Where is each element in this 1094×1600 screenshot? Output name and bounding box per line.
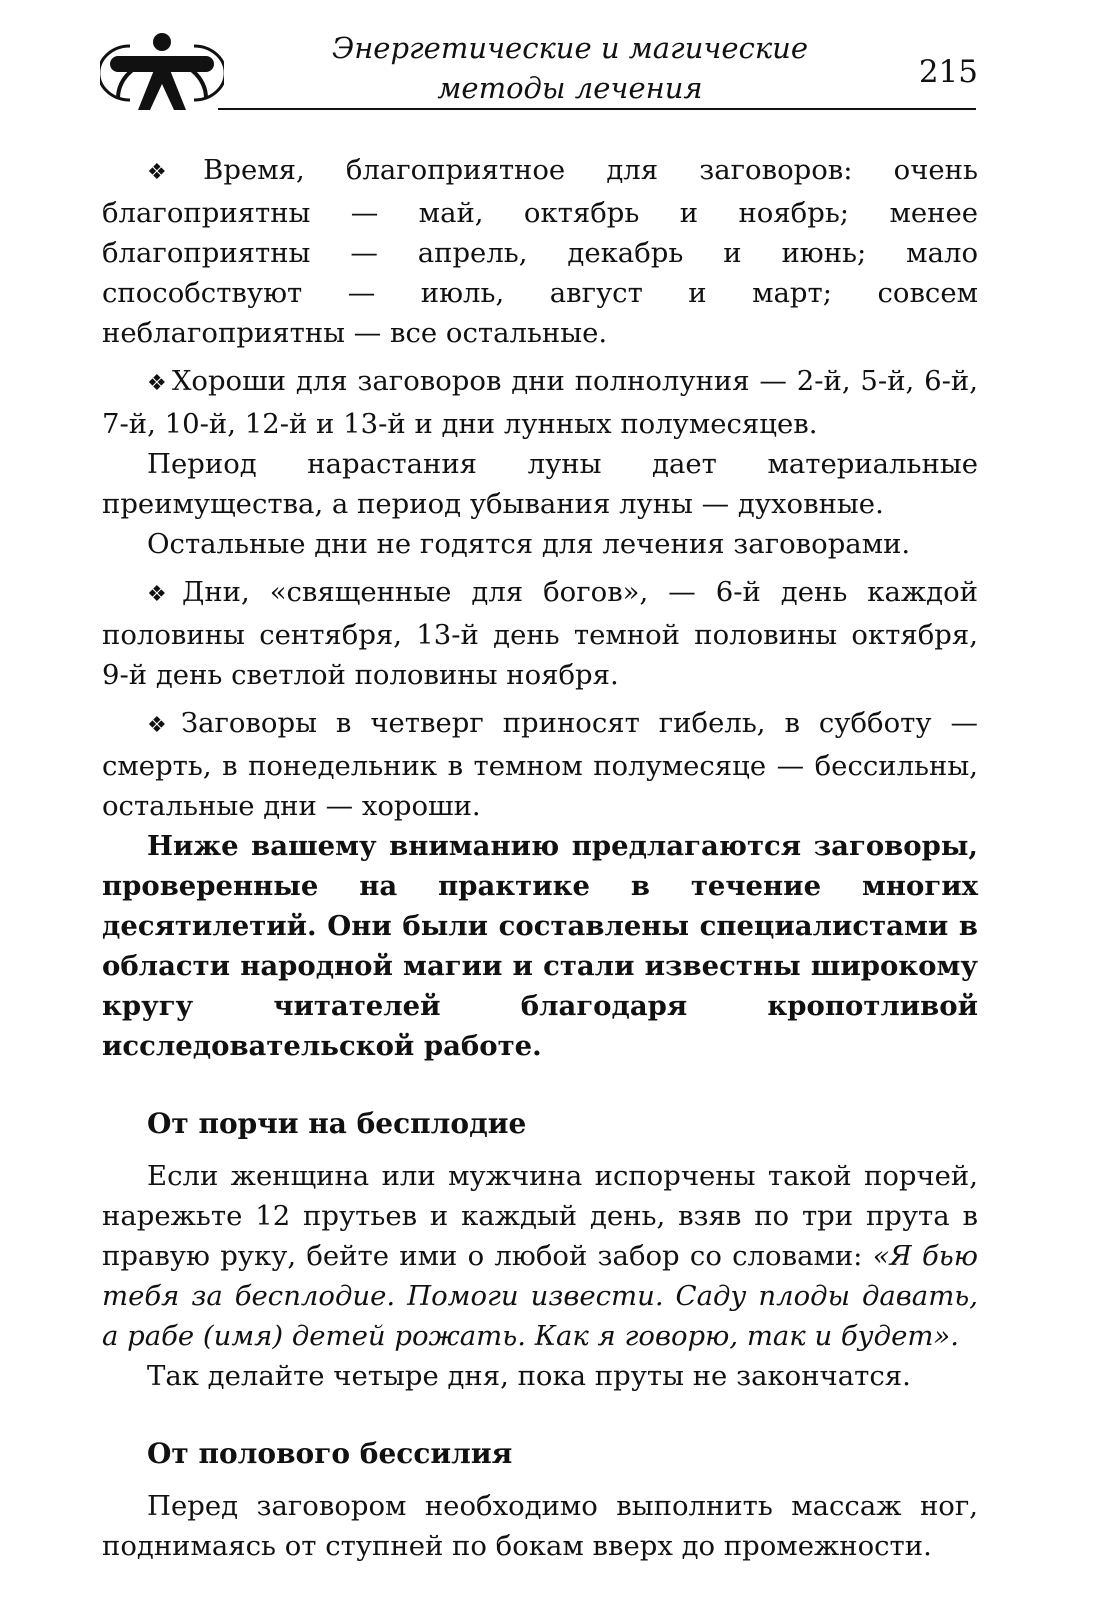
paragraph (102, 703, 978, 826)
header-divider (218, 108, 976, 110)
bullet-diamond-icon: ❖ (147, 582, 178, 607)
figure-in-circle-icon (100, 26, 224, 116)
paragraph: Перед заговором необходимо выполнить массаж ног, поднимаясь от ступней по бокам вверх до промежности. (102, 1490, 978, 1562)
paragraph-bold: Ниже вашему вниманию предлагаются заговоры, проверенные на практике в течение многих десятилетий. Они были составлены специалистами в области народной магии и стали известны широкому кругу читателей благодаря кропотливой исследовательской работе. (102, 830, 978, 1062)
paragraph (102, 572, 978, 695)
bullet-diamond-icon: ❖ (147, 713, 177, 738)
section-heading: От полового бессилия (147, 1437, 513, 1470)
bullet-diamond-icon: ❖ (147, 371, 168, 396)
running-header-line-1: Энергетические и магические (332, 31, 808, 65)
bullet-diamond-icon: ❖ (147, 160, 200, 185)
paragraph: Так делайте четыре дня, пока пруты не закончатся. (147, 1360, 911, 1392)
page-body (102, 150, 978, 1566)
paragraph-text: Если женщина или мужчина испорчены такой порчей, нарежьте 12 прутьев и каждый день, взяв по три прута в правую руку, бейте ими о любой забор со словами: (102, 1160, 978, 1272)
running-header (240, 28, 900, 108)
paragraph-text: Заговоры в четверг приносят гибель, в субботу — смерть, в понедельник в темном полумесяце — бессильны, остальные дни — хороши. (102, 707, 978, 822)
paragraph (102, 361, 978, 444)
paragraph: Период нарастания луны дает материальные преимущества, а период убывания луны — духовные. (102, 448, 978, 520)
paragraph-text: Дни, «священные для богов», — 6-й день каждой половины сентября, 13-й день темной половины октября, 9-й день светлой половины ноября. (102, 576, 978, 691)
paragraph (102, 150, 978, 353)
page-number: 215 (918, 54, 978, 90)
paragraph (102, 1156, 978, 1356)
paragraph-text: Время, благоприятное для заговоров: очень благоприятны — май, октябрь и ноябрь; менее благоприятны — апрель, декабрь и июнь; мало способствуют — июль, август и март; совсем неблагоприятны — все остальные. (102, 154, 978, 349)
section-heading: От порчи на бесплодие (147, 1107, 527, 1140)
running-header-line-2: методы лечения (437, 71, 703, 105)
paragraph-text: Хороши для заговоров дни полнолуния — 2-й, 5-й, 6-й, 7-й, 10-й, 12-й и 13-й и дни лунных полумесяцев. (102, 365, 978, 440)
spell-quote: «Я бью тебя за бесплодие. Помоги извести. Саду плоды давать, а рабе (имя) детей рожать. Как я говорю, так и будет». (102, 1240, 978, 1352)
paragraph: Остальные дни не годятся для лечения заговорами. (147, 528, 911, 560)
